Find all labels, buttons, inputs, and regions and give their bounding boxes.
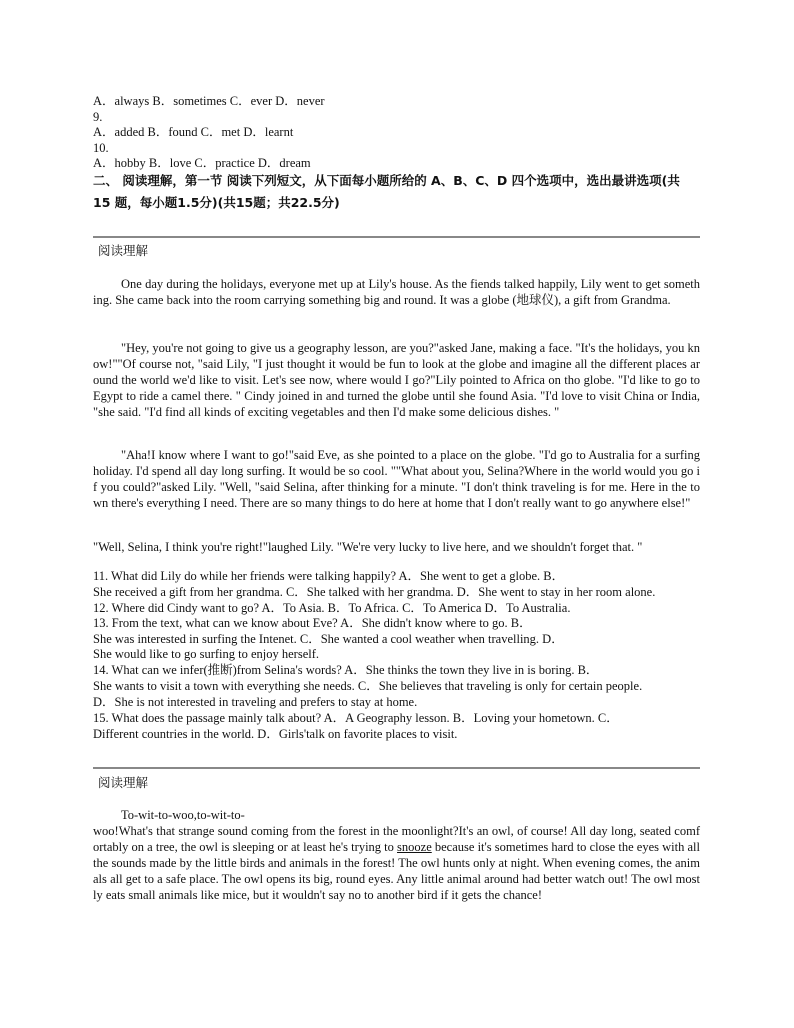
passage-2-line-1: To-wit-to-woo,to-wit-to- — [121, 808, 245, 822]
passage-2-label: 阅读理解 — [98, 775, 149, 790]
underlined-word: snooze — [397, 840, 432, 854]
divider-passage-2 — [93, 767, 700, 769]
option-line-10: A．hobby B．love C．practice D．dream — [93, 156, 311, 170]
question-line: She was interested in surfing the Intenet. C．She wanted a cool weather when travelling. D． — [93, 632, 564, 646]
question-line: She received a gift from her grandma. C．She talked with her grandma. D．She went to stay in her room alone. — [93, 585, 656, 599]
question-line: D．She is not interested in traveling and prefers to stay at home. — [93, 695, 418, 709]
question-number-9: 9. — [93, 110, 103, 124]
question-number-10: 10. — [93, 141, 109, 155]
passage-1-paragraph-2: "Hey, you're not going to give us a geography lesson, are you?"asked Jane, making a face. "It's the holidays, you know!""Of course not, "said Lily, "I just thought it would be fun to look at the globe and imagine all the different places around the world we'd like to visit. Let's see now, where would I go?"Lily pointed to Africa on tho globe. "I'd like to go to Egypt to ride a camel there. " Cindy joined in and turned the globe until she found Asia. "I'd love to visit China or India, "she said. "I'd find all kinds of exciting vegetables and then I'd make some delicious dishes. " — [93, 341, 700, 419]
question-line: 12. Where did Cindy want to go? A．To Asia. B．To Africa. C．To America D．To Australia. — [93, 601, 571, 615]
question-line: 13. From the text, what can we know about Eve? A．She didn't know where to go. B． — [93, 616, 532, 630]
question-line: 11. What did Lily do while her friends were talking happily? A．She went to get a globe. B． — [93, 569, 565, 583]
divider-passage-1 — [93, 236, 700, 238]
option-line-9: A．added B．found C．met D．learnt — [93, 125, 294, 139]
question-line: Different countries in the world. D．Girls'talk on favorite places to visit. — [93, 727, 458, 741]
passage-1-label: 阅读理解 — [98, 243, 149, 258]
passage-1-paragraph-4: "Well, Selina, I think you're right!"laughed Lily. "We're very lucky to live here, and we shouldn't forget that. " — [93, 540, 643, 554]
question-line: She wants to visit a town with everything she needs. C．She believes that traveling is only for certain people. — [93, 679, 643, 693]
question-line: She would like to go surfing to enjoy herself. — [93, 647, 320, 661]
question-line: 15. What does the passage mainly talk about? A．A Geography lesson. B．Loving your hometown. C． — [93, 711, 619, 725]
option-line-8: A．always B．sometimes C．ever D．never — [93, 94, 325, 108]
passage-1-paragraph-1: One day during the holidays, everyone met up at Lily's house. As the fiends talked happily, Lily went to get something. She came back into the room carrying something big and round. It was a globe (地球仪), a gift from Grandma. — [93, 277, 700, 307]
passage-1-paragraph-3: "Aha!I know where I want to go!"said Eve, as she pointed to a place on the globe. "I'd go to Australia for a surfing holiday. I'd spend all day long surfing. It would be so cool. ""What about you, Selina?Where in the world would you go if you could?"asked Lily. "Well, "said Selina, after thinking for a minute. "I don't think traveling is for me. Here in the town there's everything I need. There are so many things to do here at home that I don't really want to go anywhere else!" — [93, 448, 700, 510]
question-line: 14. What can we infer(推断)from Selina's words? A．She thinks the town they live in is boring. B． — [93, 663, 599, 677]
passage-2-paragraph-1: woo!What's that strange sound coming from the forest in the moonlight?It's an owl, of course! All day long, seated comfortably on a tree, the owl is sleeping or at least he's trying to snooze because it's sometimes hard to close the eyes with all the sounds made by the little birds and animals in the forest! The owl hunts only at night. When evening comes, the animals all get to a safe place. The owl opens its big, round eyes. Any little animal around had better watch out! The owl mostly eats small animals like mice, but it wouldn't say no to another bird if it gets the chance! — [93, 824, 700, 902]
section-heading: 二、 阅读理解，第一节 阅读下列短文，从下面每小题所给的 A、B、C、D 四个选项中，选出最讲选项(共15 题，每小题1.5分)(共15题；共22.5分) — [93, 173, 680, 210]
